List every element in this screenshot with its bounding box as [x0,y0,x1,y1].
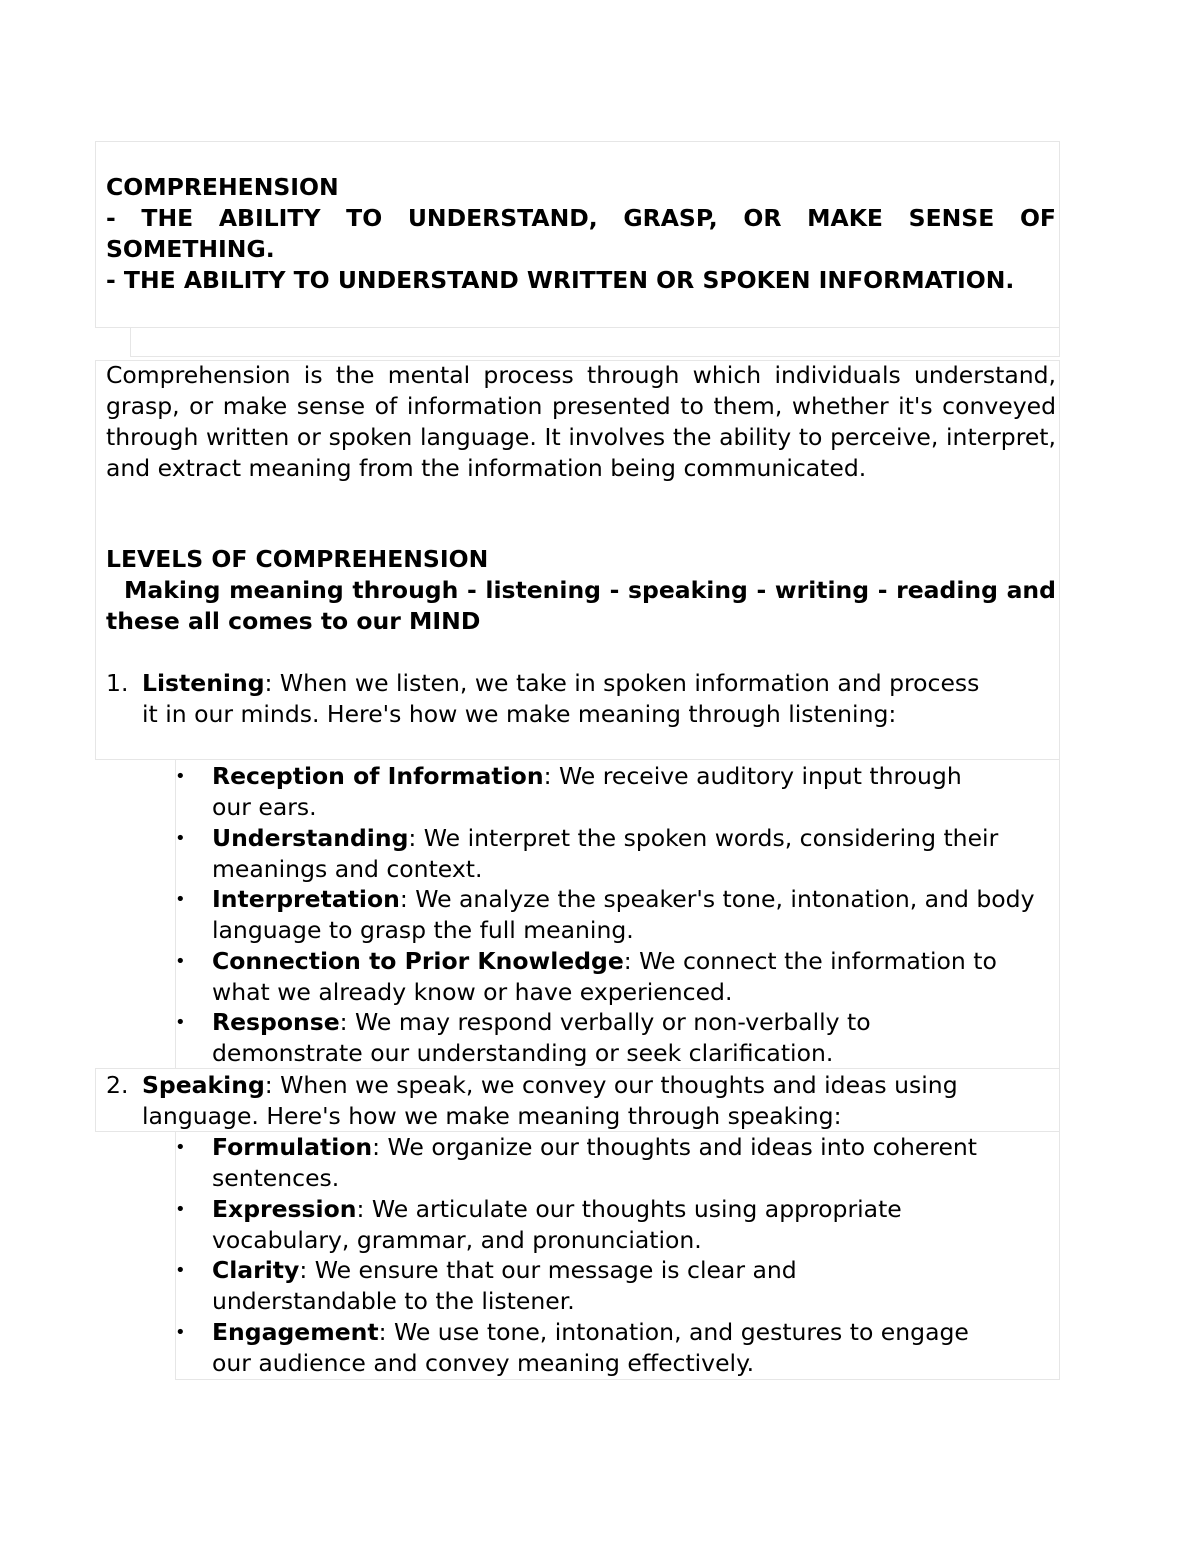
bullet-icon: • [175,828,186,849]
bullet-icon: • [175,766,186,787]
page-title: COMPREHENSION [106,173,339,201]
item-term: Engagement [212,1318,379,1346]
bullet-icon: • [175,1137,186,1158]
list-item [212,761,982,823]
section-listening-text [142,668,992,730]
item-term: Clarity [212,1256,300,1284]
section-number: 2. [106,1071,129,1099]
item-term: Interpretation [212,885,400,913]
list-item [212,1255,912,1317]
item-desc: : We use tone, intonation, and gestures to engage our audience and convey meaning effectively. [212,1318,969,1377]
section-term: Listening [142,669,265,697]
section-number: 1. [106,669,129,697]
bullet-icon: • [175,1012,186,1033]
item-desc: : We organize our thoughts and ideas into coherent sentences. [212,1133,978,1192]
list-item [212,823,1042,885]
item-desc: : We analyze the speaker's tone, intonation, and body language to grasp the full meaning. [212,885,1035,944]
bullet-icon: • [175,951,186,972]
item-desc: : We receive auditory input through our ears. [212,762,962,821]
section-speaking-text [142,1070,1022,1132]
list-item [212,1132,982,1194]
item-term: Response [212,1008,340,1036]
section-desc: : When we speak, we convey our thoughts and ideas using language. Here's how we make meaning through speaking: [142,1071,958,1130]
definition-2: - THE ABILITY TO UNDERSTAND WRITTEN OR SPOKEN INFORMATION. [106,266,1015,294]
item-term: Understanding [212,824,409,852]
section-desc: : When we listen, we take in spoken information and process it in our minds. Here's how we make meaning through listening: [142,669,980,728]
section-term: Speaking [142,1071,265,1099]
bullet-icon: • [175,1260,186,1281]
item-desc: : We interpret the spoken words, considering their meanings and context. [212,824,999,883]
bullet-icon: • [175,1322,186,1343]
list-item [212,946,1042,1008]
item-term: Reception of Information [212,762,544,790]
bullet-icon: • [175,889,186,910]
item-term: Connection to Prior Knowledge [212,947,624,975]
item-term: Formulation [212,1133,373,1161]
bullet-icon: • [175,1199,186,1220]
list-item [212,1317,982,1379]
spacer-box [130,327,1060,357]
levels-subheading: Making meaning through - listening - speaking - writing - reading and these all comes to our MIND [106,576,1056,635]
levels-heading: LEVELS OF COMPREHENSION [106,545,489,573]
item-desc: : We may respond verbally or non-verbally to demonstrate our understanding or seek clarification. [212,1008,871,1067]
definition-1: - THE ABILITY TO UNDERSTAND, GRASP, OR MAKE SENSE OF SOMETHING. [106,204,1056,263]
item-desc: : We connect the information to what we already know or have experienced. [212,947,997,1006]
list-item [212,1194,1012,1256]
intro-paragraph: Comprehension is the mental process through which individuals understand, grasp, or make sense of information presented to them, whether it's conveyed through written or spoken language. It involves the ability to perceive, interpret, and extract meaning from the information being communicated. [106,361,1056,482]
item-desc: : We ensure that our message is clear and understandable to the listener. [212,1256,797,1315]
item-term: Expression [212,1195,357,1223]
item-desc: : We articulate our thoughts using appropriate vocabulary, grammar, and pronunciation. [212,1195,902,1254]
list-item [212,1007,982,1069]
list-item [212,884,1042,946]
